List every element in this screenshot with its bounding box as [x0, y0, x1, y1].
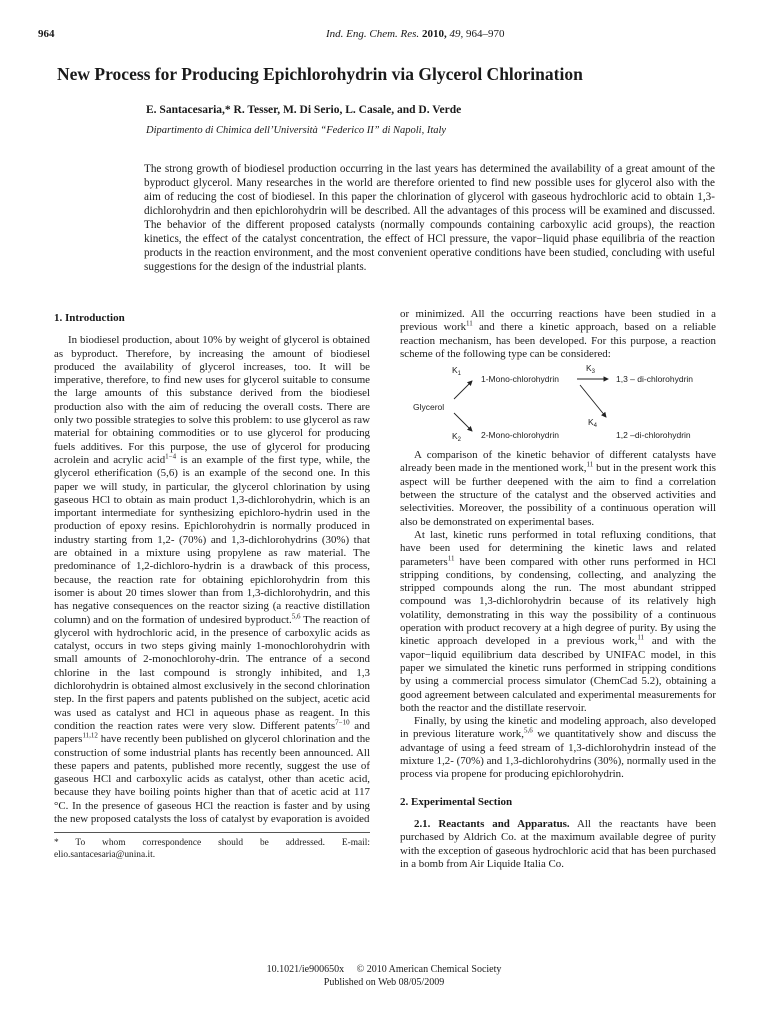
- k3-label: $K_3$: [586, 365, 596, 376]
- citation: 11: [447, 553, 455, 562]
- footer-line: [0, 964, 768, 977]
- citation: 1−4: [165, 452, 177, 461]
- subsection-title: 2.1. Reactants and Apparatus.: [414, 817, 570, 830]
- glycerol-label: Glycerol: [413, 402, 445, 413]
- correspondence-footnote: * To whom correspondence should be addressed. E-mail: elio.santacesaria@unina.it.: [54, 832, 370, 861]
- section-heading-experimental: 2. Experimental Section: [400, 795, 513, 808]
- abstract: The strong growth of biodiesel production occurring in the last years has determined the availability of a great amount of the byproduct glycerol. Many researches in the world are therefore oriented to find new possible uses for glycerol also with the aim of reducing the cost of biodiesel. In this paper the chlorination of glycerol with gaseous hydrochloric acid to obtain 1,3-dichlorohydrin and then epichlorohydrin will be described. All the advantages of this process will be examined and discussed. The behavior of the different proposed catalysts (normally compounds containing carboxylic acid groups), the reaction kinetics, the effect of the catalyst concentration, the effect of HCl pressure, the vapor−liquid phase equilibria of the reaction products in the reaction environment, and the most convenient operative conditions have been studied, concluding with useful suggestions for the design of the industrial plants.: [144, 163, 715, 274]
- intro-paragraph: In biodiesel production, about 10% by weight of glycerol is obtained as byproduct. Therefore, by increasing the amount of biodiesel produced the availability of glycerol increases, too. It will be imperative, therefore, to find new uses for glycerol suitable to consume the large amounts of this substance derived from the biodiesel production also with the aim of reducing the overall costs. There are only two possible strategies to solve this problem: to use glycerol as raw material for obtaining commodities or to use glycerol for producing fuels additives. For this purpose, the use of glycerol for producing acrolein and acrylic acid$^{1-4}$ is an example of the first type, while, the glycerol etherification (5,6) is an example of the second one. In this paper we will study, in particular, the glycerol chlorination by using gaseous HCl to obtain as main product 1,3-dichlorohydrin, which is an important intermediate for synthesizing epichloro-hydrin used in the production of epoxy resins. Epichlorohydrin is normally produced in industry starting from 1,2- (70%) and 1,3-dichlorohydrins (30%) that are obtained in a mixture using propylene as raw material. The predominance of 1,2-dichloro-hydrin is a drawback of this process, because, the reaction rate for obtaining epichlorohydrin from this isomer is about 20 times slower than from 1,3-dichlorohydrin, and this has negative consequences on the reactor sizing (a reactive distillation column) and on the formation of undesired byproduct.$^{5,6}$ The reaction of glycerol with hydrochloric acid, in the presence of carboxylic acids as catalyst, occurs in two steps giving mainly 1-monochlorohydrin with small amounts of 2-monochlorohy-drin. The entrance of a second chlorine in the last compound is strongly inhibited, and 1,3 dichlorohydrin is obtained almost exclusively in the second chlorination step. In the first papers and patents published on the subject, acetic acid was used as catalyst and HCl in aqueous phase as reagent. In this condition the reaction rates were very slow. Different patents$^{7-10}$ and papers$^{11,12}$ have recently been published on glycerol chlorination and the construction of some industrial plants has recently been announced. All these papers and patents, published more recently, suggest the use of gaseous HCl and carboxylic acids as catalyst, other than acetic acid, because they have boiling points higher than that of acetic acid at 117 °C. In the presence of gaseous HCl the reaction is faster and by using the new proposed catalysts the loss of catalyst by evaporation is avoided: [54, 334, 371, 825]
- citation: 11: [466, 319, 473, 328]
- reaction-scheme-diagram: [400, 365, 716, 445]
- paragraph: At last, kinetic runs performed in total refluxing conditions, that have been used for determining the kinetic laws and related parameters$^{11}$ have been compared with other runs performed in HCl stripping conditions, by condensing, collecting, and analyzing the stripped compounds along the run. The most abundant stripped compound was 1,3-dichlorohydrin because of its relatively high volatility, demonstrating in this way the possibility of a continuous operation with product recovery at a high degree of purity. By using the kinetic approach developed in a previous work,$^{11}$ and with the vapor−liquid equilibrium data described by UNIFAC model, in this paper we simulated the kinetic runs performed in stripping conditions by using a commercial process simulator (ChemCad 5.2), obtaining a good agreement between calculated and experimental measurements for both the reactor and the distillate reservoir.: [400, 528, 716, 714]
- paragraph: or minimized. All the occurring reactions have been studied in a previous work$^{11}$ and there a kinetic approach, based on a reliable reaction mechanism, has been developed. For this purpose, a reaction scheme of the following type can be considered:: [400, 308, 716, 360]
- paper-title: New Process for Producing Epichlorohydrin via Glycerol Chlorination: [57, 64, 583, 84]
- left-column: [54, 308, 370, 861]
- paragraph: 2.1. Reactants and Apparatus. All the reactants have been purchased by Aldrich Co. at the maximum available degree of purity with the exception of gaseous hydrochloric acid that has been purchased in a bomb from Air Liquide Italia Co.: [400, 817, 717, 870]
- journal-volume: 49,: [449, 28, 464, 40]
- journal-citation: [326, 28, 504, 40]
- section-heading-introduction: 1. Introduction: [54, 312, 125, 324]
- arrow-k1: [454, 381, 472, 399]
- affiliation: Dipartimento di Chimica dell’Università “Federico II” di Napoli, Italy: [146, 125, 447, 136]
- author-list: E. Santacesaria,* R. Tesser, M. Di Serio, L. Casale, and D. Verde: [146, 104, 462, 116]
- right-column: [400, 308, 716, 871]
- mono-2-label: 2-Mono-chlorohydrin: [481, 430, 559, 441]
- citation: 5,6: [291, 611, 301, 620]
- k1-label: $K_1$: [452, 365, 462, 378]
- paragraph: A comparison of the kinetic behavior of different catalysts have already been made in the mentioned work,$^{11}$ but in the present work this aspect will be further deepened with the aim to find a correlation between the structure of the catalyst and the observed activities and selectivities. Moreover, the possibility of a continuous operation will also be demonstrated on experimental bases.: [400, 449, 716, 528]
- arrow-k4: [580, 385, 606, 417]
- journal-year: 2010,: [421, 28, 447, 40]
- reaction-scheme: [400, 365, 716, 445]
- paragraph: Finally, by using the kinetic and modeling approach, also developed in previous literature work,$^{5,6}$ we quantitatively show and discuss the advantage of using a feed stream of 1,3-dichlorohydrin instead of the mixture 1,2- (70%) and 1,3-dichlorohydrins (30%), normally used in the process via propene for producing epichlorohydrin.: [400, 715, 716, 781]
- citation: 11: [586, 460, 594, 469]
- citation: 7−10: [335, 718, 350, 727]
- running-header: [38, 28, 726, 42]
- page-footer: [0, 964, 768, 989]
- k2-label: $K_2$: [452, 431, 462, 444]
- doi: 10.1021/ie900650x: [266, 964, 345, 975]
- k4-label: $K_4$: [588, 417, 598, 430]
- copyright: © 2010 American Chemical Society: [356, 964, 502, 975]
- citation: 11,12: [82, 731, 98, 740]
- journal-name: Ind. Eng. Chem. Res.: [326, 28, 420, 40]
- citation: 5,6: [523, 726, 533, 735]
- di-13-label: 1,3 – di-chlorohydrin: [616, 374, 694, 385]
- citation: 11: [637, 633, 645, 642]
- page-number: 964: [38, 28, 55, 40]
- di-12-label: 1,2 –di-chlorohydrin: [616, 430, 691, 441]
- mono-1-label: 1-Mono-chlorohydrin: [481, 374, 559, 385]
- journal-pages: 964–970: [465, 28, 505, 40]
- arrow-k2: [454, 413, 472, 431]
- published-date: Published on Web 08/05/2009: [323, 976, 445, 988]
